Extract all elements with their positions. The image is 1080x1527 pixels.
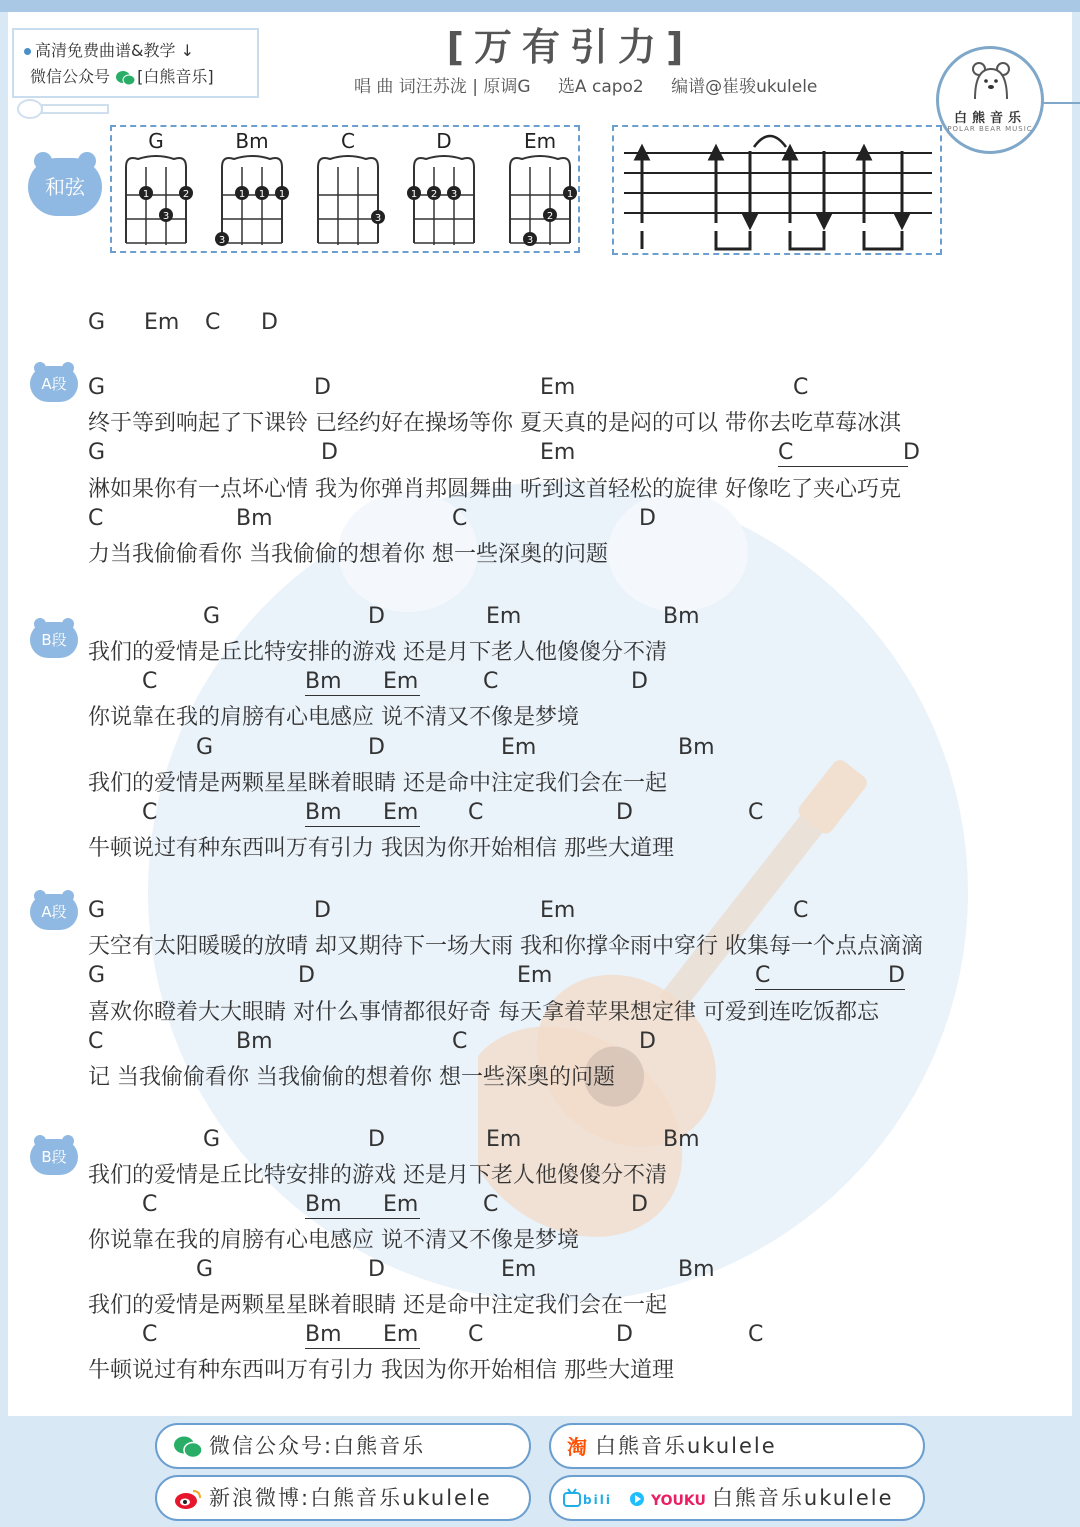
chord-label: Em (540, 898, 576, 923)
chord-label: C (205, 310, 221, 335)
logo-divider (1042, 102, 1080, 104)
credits-text: 唱 曲 词汪苏泷 | 原调G (354, 77, 531, 97)
chord-label: Em (501, 1257, 537, 1282)
promo-line1: 高清免费曲谱&教学 (35, 41, 176, 60)
chord-row (88, 506, 1038, 536)
section-badge-b: B段 (30, 622, 78, 658)
svg-text:1: 1 (566, 189, 574, 200)
footer-wechat-text: 微信公众号:白熊音乐 (209, 1434, 426, 1458)
down-arrow-icon: ↓ (180, 41, 194, 60)
chord-label: C (748, 800, 764, 825)
lyric-line: 你说靠在我的肩膀有心电感应 说不清又不像是梦境 (88, 1228, 579, 1253)
chord-label: C (142, 800, 158, 825)
lyric-line: 终于等到响起了下课铃 已经约好在操场等你 夏天真的是闷的可以 带你去吃草莓冰淇 (88, 411, 901, 436)
chord-label: D (298, 963, 315, 988)
chord-row (88, 1192, 1038, 1222)
lyric-line: 我们的爱情是丘比特安排的游戏 还是月下老人他傻傻分不清 (88, 640, 667, 665)
chord-label: G (88, 310, 106, 335)
chord-label: Bm (305, 1322, 420, 1349)
fretboard-d-icon (404, 153, 484, 249)
chord-label: C (142, 1192, 158, 1217)
chord-label: Bm (663, 1127, 700, 1152)
chord-row (88, 963, 1038, 993)
chord-label: Em (486, 604, 522, 629)
chord-label: Bm (236, 1029, 273, 1054)
lyric-line: 我们的爱情是两颗星星眯着眼睛 还是命中注定我们会在一起 (88, 771, 667, 796)
svg-text:1: 1 (238, 189, 246, 200)
wechat-icon (173, 1435, 203, 1459)
rhythm-diagram (612, 125, 942, 255)
svg-text:3: 3 (162, 211, 170, 222)
chord-label: Em (501, 735, 537, 760)
chord-diagram-c (308, 127, 388, 253)
chord-label: D (368, 1127, 385, 1152)
chord-diagram-g (116, 127, 196, 253)
chord-label: D (631, 669, 648, 694)
logo-name: 白熊音乐 (953, 111, 1026, 126)
lyric-line: 淋如果你有一点坏心情 我为你弹肖邦圆舞曲 听到这首轻松的旋律 好像吃了夹心巧克 (88, 477, 901, 502)
chord-label: D (888, 963, 905, 988)
fretboard-g-icon (116, 153, 196, 249)
footer-taobao[interactable] (549, 1423, 925, 1469)
chord-label: Em (383, 1322, 419, 1347)
chord-row (88, 669, 1038, 699)
chord-label: D (368, 735, 385, 760)
chords-badge: 和弦 (28, 158, 102, 216)
chord-label: Em (383, 669, 419, 694)
chord-label: C (755, 963, 905, 990)
chord-label: C (793, 898, 809, 923)
logo-en: POLAR BEAR MUSIC (947, 125, 1033, 133)
chord-label: Bm (305, 669, 420, 696)
chord-label: C (468, 800, 484, 825)
chord-label: D (616, 800, 633, 825)
chord-label: C (778, 440, 908, 467)
youku-logo-text: YOUKU (651, 1493, 706, 1509)
chord-name: Em (523, 129, 557, 153)
chord-label: C (483, 669, 499, 694)
chord-label: D (903, 440, 920, 465)
chord-row (88, 1127, 1038, 1157)
chord-label: Em (383, 1192, 419, 1217)
chord-label: G (88, 440, 106, 465)
svg-text:2: 2 (430, 189, 438, 200)
chord-label: D (314, 375, 331, 400)
key-text: 选A capo2 (557, 77, 644, 97)
chord-label: C (483, 1192, 499, 1217)
chord-label: Em (486, 1127, 522, 1152)
chord-label: D (368, 1257, 385, 1282)
lyric-line: 你说靠在我的肩膀有心电感应 说不清又不像是梦境 (88, 705, 579, 730)
song-title: [万有引力] (446, 25, 694, 69)
chord-label: C (468, 1322, 484, 1347)
chord-row (88, 735, 1038, 765)
section-badge-a: A段 (30, 894, 78, 930)
chord-label: D (321, 440, 338, 465)
promo-box (12, 28, 259, 98)
chord-label: Em (383, 800, 419, 825)
svg-text:1: 1 (278, 189, 286, 200)
chord-diagrams (110, 125, 580, 253)
fretboard-bm-icon (212, 153, 292, 249)
chord-label: Em (540, 375, 576, 400)
top-bar (0, 0, 1080, 12)
fretboard-em-icon (500, 153, 580, 249)
chord-label: G (88, 375, 106, 400)
footer-taobao-text: 白熊音乐ukulele (595, 1434, 777, 1458)
chord-label: Bm (663, 604, 700, 629)
lyric-line: 我们的爱情是丘比特安排的游戏 还是月下老人他傻傻分不清 (88, 1163, 667, 1188)
chord-label: C (452, 1029, 468, 1054)
chord-label: D (639, 506, 656, 531)
fretboard-c-icon (308, 153, 388, 249)
chord-label: G (203, 604, 221, 629)
chord-row (88, 604, 1038, 634)
svg-text:2: 2 (546, 211, 554, 222)
weibo-icon (173, 1487, 203, 1511)
strum-pattern-icon (614, 127, 940, 253)
footer-bili-text: 白熊音乐ukulele (711, 1486, 894, 1510)
chord-name: C (341, 129, 355, 153)
chord-diagram-em (500, 127, 580, 253)
chord-label: D (616, 1322, 633, 1347)
wechat-icon (115, 70, 137, 86)
chord-label: G (203, 1127, 221, 1152)
lyric-line: 喜欢你瞪着大大眼睛 对什么事情都很好奇 每天拿着苹果想定律 可爱到连吃饭都忘 (88, 1000, 879, 1025)
polar-bear-icon (969, 59, 1013, 103)
chord-label: Bm (236, 506, 273, 531)
footer-wechat[interactable] (155, 1423, 531, 1469)
chord-label: C (793, 375, 809, 400)
section-badge-b: B段 (30, 1139, 78, 1175)
brand-logo (936, 46, 1044, 154)
chord-label: C (142, 669, 158, 694)
promo-line2-prefix: 微信公众号 (30, 67, 111, 86)
chord-label: C (452, 506, 468, 531)
chord-name: D (436, 129, 452, 153)
chord-label: D (639, 1029, 656, 1054)
chord-label: C (142, 1322, 158, 1347)
lyric-line: 牛顿说过有种东西叫万有引力 我因为你开始相信 那些大道理 (88, 1358, 674, 1383)
lyric-line: 力当我偷偷看你 当我偷偷的想着你 想一些深奥的问题 (88, 542, 608, 567)
chord-label: G (196, 735, 214, 760)
chord-label: Em (144, 310, 180, 335)
song-subtitle (354, 72, 954, 97)
svg-text:1: 1 (258, 189, 266, 200)
chord-label: Bm (305, 800, 420, 827)
chord-row (88, 898, 1038, 928)
chord-row (88, 800, 1038, 830)
chord-row (88, 440, 1038, 470)
chord-label: Em (540, 440, 576, 465)
chord-label: D (314, 898, 331, 923)
bullet-dot-icon (24, 48, 31, 55)
lyric-line: 牛顿说过有种东西叫万有引力 我因为你开始相信 那些大道理 (88, 836, 674, 861)
chord-label: G (196, 1257, 214, 1282)
chord-row (88, 375, 1038, 405)
chord-label: Bm (305, 1192, 420, 1219)
promo-line2-suffix: [白熊音乐] (137, 67, 214, 86)
svg-text:1: 1 (142, 189, 150, 200)
svg-text:bili: bili (583, 1493, 612, 1507)
taobao-icon: 淘 (567, 1435, 589, 1459)
lyric-line: 天空有太阳暖暖的放晴 却又期待下一场大雨 我和你撑伞雨中穿行 收集每一个点点滴滴 (88, 934, 923, 959)
chord-label: D (631, 1192, 648, 1217)
svg-text:3: 3 (218, 235, 226, 246)
small-ukulele-icon (12, 98, 112, 120)
chord-label: C (88, 1029, 104, 1054)
intro-chords (88, 310, 388, 340)
chord-label: Bm (678, 735, 715, 760)
chord-label: D (368, 604, 385, 629)
chord-row (88, 1029, 1038, 1059)
svg-text:2: 2 (182, 189, 190, 200)
lyric-line: 记 当我偷偷看你 当我偷偷的想着你 想一些深奥的问题 (88, 1065, 615, 1090)
chord-label: G (88, 898, 106, 923)
lyric-line: 我们的爱情是两颗星星眯着眼睛 还是命中注定我们会在一起 (88, 1293, 667, 1318)
chord-diagram-d (404, 127, 484, 253)
chord-label: Em (517, 963, 553, 988)
chord-label: G (88, 963, 106, 988)
chord-row (88, 1322, 1038, 1352)
chord-label: C (88, 506, 104, 531)
footer-bili-youku[interactable] (549, 1475, 925, 1521)
chord-label: C (748, 1322, 764, 1347)
svg-text:3: 3 (374, 213, 382, 224)
chord-diagram-bm (212, 127, 292, 253)
chord-name: G (148, 129, 164, 153)
chord-name: Bm (235, 129, 269, 153)
svg-text:1: 1 (410, 189, 418, 200)
svg-text:3: 3 (526, 235, 534, 246)
youku-play-icon (629, 1491, 645, 1507)
arranger-text: 编谱@崔骏ukulele (671, 77, 818, 97)
footer-weibo-text: 新浪微博:白熊音乐ukulele (209, 1486, 492, 1510)
chord-row (88, 1257, 1038, 1287)
chord-label: D (261, 310, 278, 335)
chord-label: Bm (678, 1257, 715, 1282)
svg-text:3: 3 (450, 189, 458, 200)
section-badge-a: A段 (30, 366, 78, 402)
footer-weibo[interactable] (155, 1475, 531, 1521)
bilibili-icon (563, 1488, 623, 1510)
